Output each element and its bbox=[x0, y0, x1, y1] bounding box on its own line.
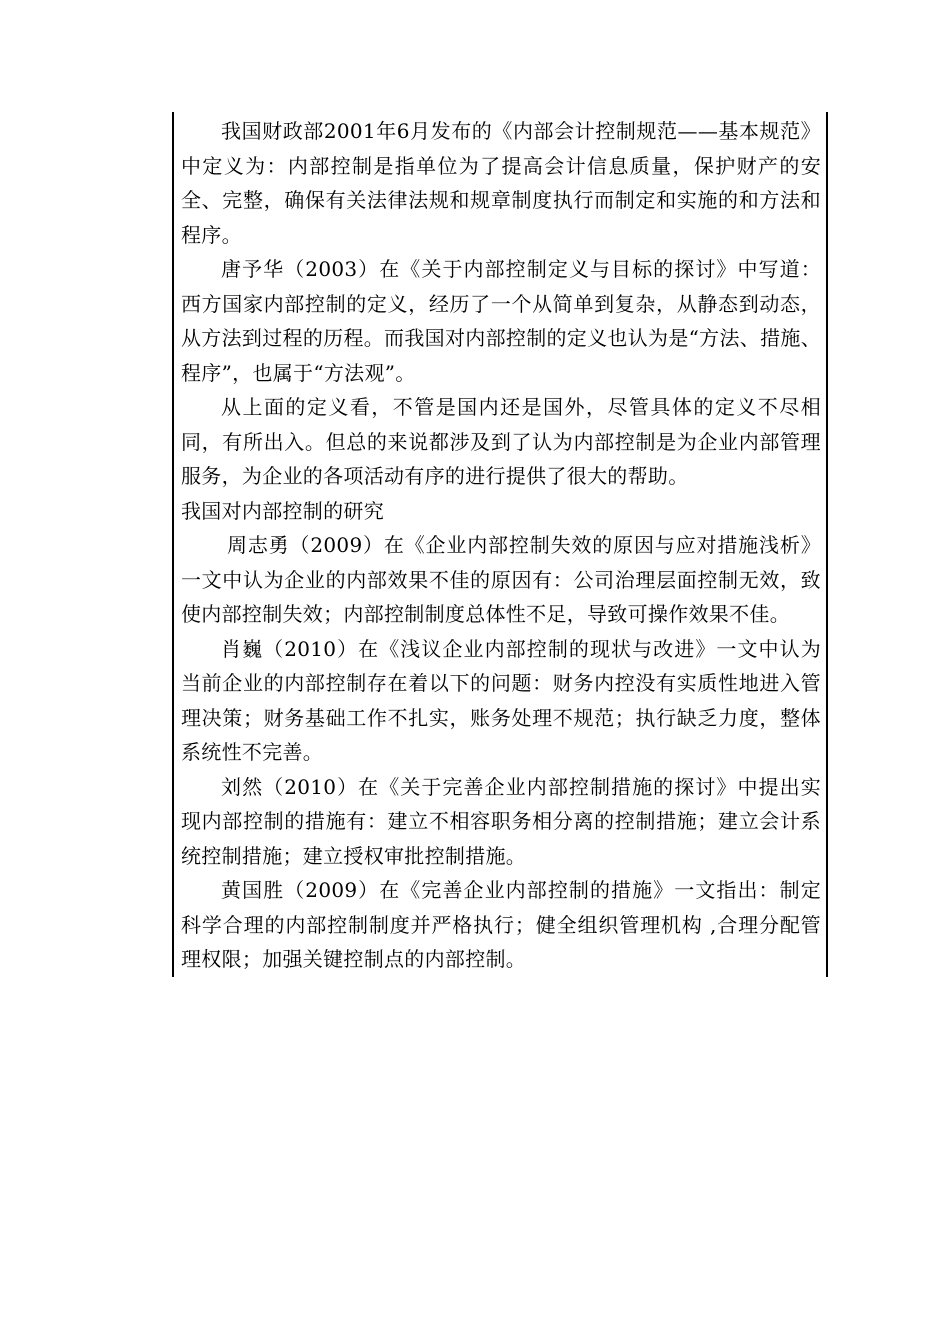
paragraph-zhou-zhiyong: 周志勇（2009）在《企业内部控制失效的原因与应对措施浅析》一文中认为企业的内部效果不佳的原因有：公司治理层面控制无效，致使内部控制失效；内部控制制度总体性不足，导致可操作效果不佳。 bbox=[181, 533, 821, 626]
document-body bbox=[181, 114, 821, 977]
paragraph-huang-guosheng: 黄国胜（2009）在《完善企业内部控制的措施》一文指出：制定科学合理的内部控制制度并严格执行；健全组织管理机构 ,合理分配管理权限；加强关键控制点的内部控制。 bbox=[181, 878, 821, 971]
paragraph-xiao-wei: 肖巍（2010）在《浅议企业内部控制的现状与改进》一文中认为当前企业的内部控制存在着以下的问题：财务内控没有实质性地进入管理决策；财务基础工作不扎实，账务处理不规范；执行缺乏力度，整体系统性不完善。 bbox=[181, 636, 821, 764]
paragraph-definition-ministry: 我国财政部2001年6月发布的《内部会计控制规范——基本规范》中定义为：内部控制是指单位为了提高会计信息质量，保护财产的安全、完整，确保有关法律法规和规章制度执行而制定和实施的和方法和程序。 bbox=[181, 119, 821, 247]
section-heading: 我国对内部控制的研究 bbox=[181, 498, 384, 523]
paragraph-tang-yuhua: 唐予华（2003）在《关于内部控制定义与目标的探讨》中写道：西方国家内部控制的定义，经历了一个从简单到复杂，从静态到动态，从方法到过程的历程。而我国对内部控制的定义也认为是“方法、措施、程序”，也属于“方法观”。 bbox=[181, 257, 821, 385]
paragraph-summary: 从上面的定义看，不管是国内还是国外，尽管具体的定义不尽相同，有所出入。但总的来说都涉及到了认为内部控制是为企业内部管理服务，为企业的各项活动有序的进行提供了很大的帮助。 bbox=[181, 395, 821, 488]
paragraph-liu-ran: 刘然（2010）在《关于完善企业内部控制措施的探讨》中提出实现内部控制的措施有：建立不相容职务相分离的控制措施；建立会计系统控制措施；建立授权审批控制措施。 bbox=[181, 774, 821, 868]
